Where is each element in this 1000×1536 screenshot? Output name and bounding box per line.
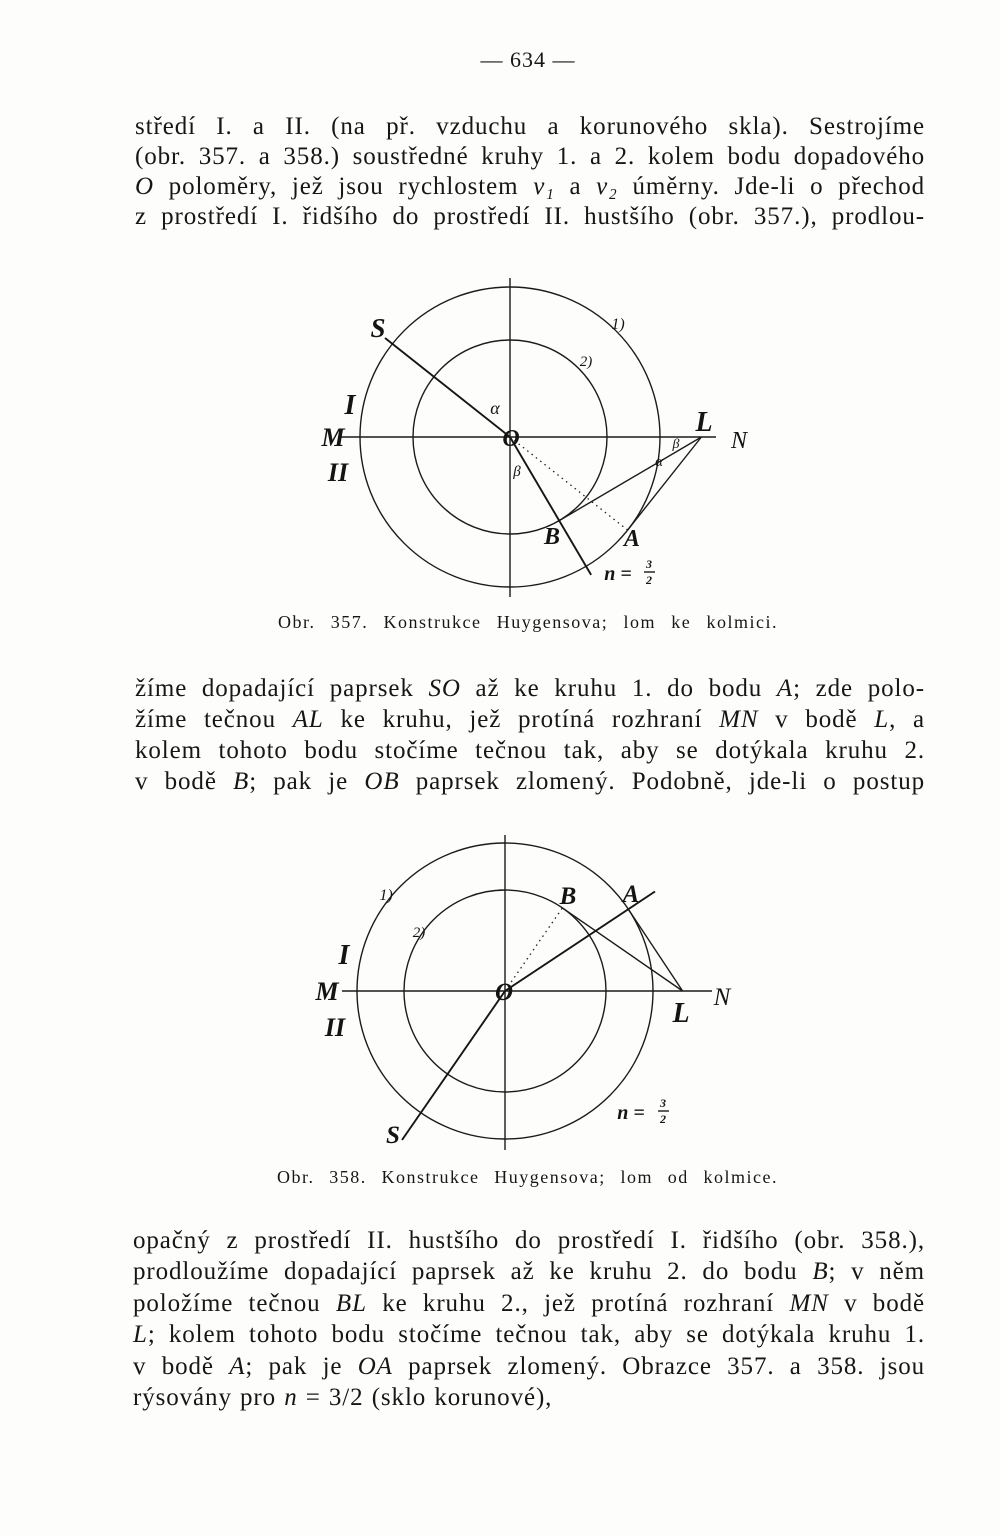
label-medium-ii: II [327,458,349,487]
text-run: paprsek zlomený. Podobně, jde-li o postup [399,768,925,795]
label-a: A [622,881,640,908]
label-medium-ii: II [324,1013,346,1042]
text-run: (obr. 357. a 358.) soustředné kruhy 1. a 2. kolem bodu dopadového [135,143,925,170]
text-line [135,112,925,142]
italic-symbol: MN [719,706,759,733]
text-line [133,1288,925,1319]
paragraph-2 [135,673,925,797]
label-s: S [370,313,386,343]
text-run: rýsovány pro [133,1383,285,1411]
text-run: až ke kruhu 1. do bodu [460,675,777,702]
label-refractive-index: n = [617,1102,645,1124]
label-m: M [321,423,345,452]
text-run: v bodě [828,1289,925,1317]
text-line [133,1225,925,1256]
incident-ray-so [385,338,510,437]
italic-symbol: n [284,1383,298,1411]
label-b: B [559,883,577,910]
fraction-numerator: 3 [646,557,652,571]
italic-symbol: v₁ [533,173,555,200]
tangent-bl [559,437,701,521]
label-b: B [543,524,561,550]
text-run: v bodě [133,1352,230,1380]
figure-358-diagram [300,825,780,1160]
label-l: L [695,407,713,438]
text-run: ; zde polo- [793,675,926,702]
text-run: ; kolem tohoto bodu stočíme tečnou tak, aby se dotýkala kruhu 1. [147,1321,925,1349]
label-a: A [623,526,641,552]
italic-symbol: OA [357,1352,393,1380]
text-line [133,1319,925,1350]
text-run: úměrny. Jde-li o přechod [617,173,925,200]
text-line [135,766,925,797]
text-line [133,1351,925,1382]
italic-symbol: A [229,1352,246,1380]
text-run: prodloužíme dopadající paprsek až ke kruhu 2. do bodu [133,1258,813,1286]
text-line [133,1256,925,1287]
text-run: , a [889,706,925,733]
text-run: ; pak je [249,768,365,795]
text-line [135,735,925,766]
italic-symbol: B [233,768,250,795]
fraction-denominator: 2 [646,573,652,587]
tangent-bl [562,908,682,991]
text-run: položíme tečnou [133,1289,336,1317]
dotted-extension-oa [510,437,628,530]
text-run: v bodě [135,768,234,795]
italic-symbol: OB [364,768,400,795]
paragraph-3 [133,1225,925,1413]
text-line [135,704,925,735]
label-angle-alpha: α [490,398,500,418]
label-angle-beta-at-l: β [672,437,680,452]
italic-symbol: AL [292,706,324,733]
italic-symbol: MN [789,1289,829,1317]
italic-symbol: B [812,1258,829,1286]
italic-symbol: L [874,706,890,733]
label-circle-1: 1) [379,887,393,904]
label-s: S [386,1122,400,1149]
paragraph-1 [135,112,925,232]
italic-symbol: BL [335,1289,367,1317]
label-medium-i: I [338,940,350,971]
incident-ray-so [402,991,505,1140]
text-line [135,673,925,704]
text-run: paprsek zlomený. Obrazce 357. a 358. jsou [392,1352,926,1380]
italic-symbol: O [135,173,154,200]
label-circle-2: 2) [412,925,426,941]
label-o: O [502,426,520,452]
italic-symbol: SO [428,675,461,702]
text-run: kolem tohoto bodu stočíme tečnou tak, aby se dotýkala kruhu 2. [135,737,925,764]
fraction-numerator: 3 [660,1096,666,1110]
tangent-al [628,437,702,530]
text-run: z prostředí I. řidšího do prostředí II. hustšího (obr. 357.), prodlou- [135,203,925,230]
label-angle-beta: β [513,464,521,480]
italic-symbol: v₂ [596,173,618,200]
text-run: ; v něm [828,1258,925,1286]
label-refractive-index: n = [604,563,632,585]
label-angle-alpha-at-l: α [655,454,663,470]
label-medium-i: I [344,390,356,421]
text-run: v bodě [758,706,875,733]
figure-357-diagram [300,270,780,600]
text-line [135,202,925,232]
label-o: O [494,979,514,1006]
text-run: opačný z prostředí II. hustšího do prostředí I. řidšího (obr. 358.), [133,1227,925,1254]
text-run: = 3/2 (sklo korunové), [297,1383,553,1411]
text-line [135,142,925,172]
text-run: žíme tečnou [135,706,293,733]
tangent-al [628,909,682,991]
dotted-extension-ob [505,908,562,991]
figure-358-caption: Obr. 358. Konstrukce Huygensova; lom od kolmice. [277,1167,778,1187]
text-run: poloměry, jež jsou rychlostem [153,173,534,200]
label-m: M [315,977,339,1006]
label-circle-2: 2) [579,354,593,370]
text-run: ke kruhu 2., jež protíná rozhraní [366,1289,790,1317]
page-number: — 634 — [480,47,576,72]
italic-symbol: A [776,675,794,702]
text-line [133,1382,925,1413]
text-line [135,172,925,202]
text-run: ; pak je [245,1352,358,1380]
label-n-point: N [730,428,748,454]
text-run: ke kruhu, jež protíná rozhraní [323,706,720,733]
fraction-denominator: 2 [660,1112,666,1126]
label-circle-1: 1) [611,316,625,333]
italic-symbol: L [133,1321,148,1349]
text-run: žíme dopadající paprsek [135,675,429,702]
label-l: L [672,998,690,1029]
text-run: a [554,173,597,200]
text-run: středí I. a II. (na př. vzduchu a korunového skla). Sestrojíme [135,113,925,140]
label-n-point: N [713,984,731,1011]
figure-357-caption: Obr. 357. Konstrukce Huygensova; lom ke kolmici. [278,612,778,632]
